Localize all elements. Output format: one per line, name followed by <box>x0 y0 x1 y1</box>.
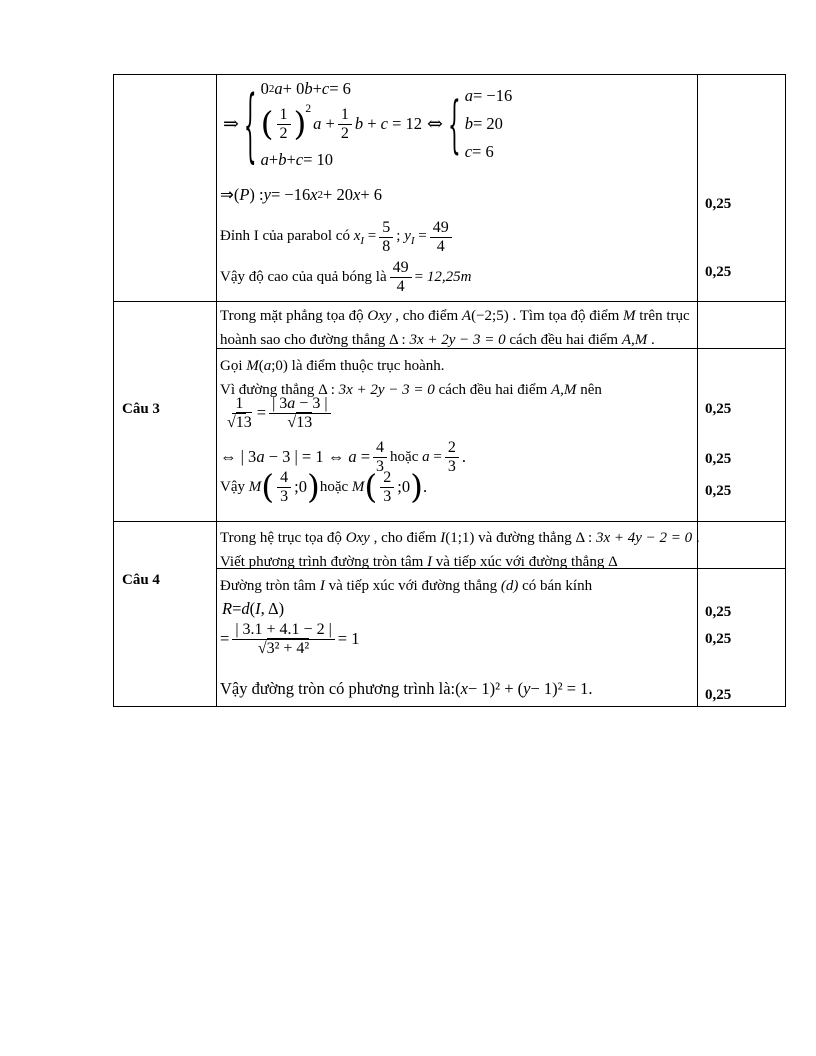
column-divider-points <box>697 75 698 706</box>
solve-part-3: . <box>461 447 466 467</box>
system-2-equation-1: a = −16 <box>464 86 513 106</box>
exponent-two: 2 <box>305 103 312 116</box>
radius-eq-tail: = 1 <box>337 629 360 649</box>
cau3-solution-line-2: Vì đường thẳng Δ : 3x + 2y − 3 = 0 cách đều hai điểm A,M nên <box>220 382 602 398</box>
system-equation-1: 0 2 a + 0 b + c = 6 <box>260 79 351 98</box>
fraction-49-4: $\frac{49}{4}$ <box>430 219 452 256</box>
radius-eq-pre: = <box>220 629 230 649</box>
conclusion-text: Vậy độ cao của quả bóng là <box>220 268 387 285</box>
fraction-49-4-b: $\frac{49}{4}$ <box>390 259 412 296</box>
open-paren: ( <box>261 466 275 506</box>
close-paren: ) <box>293 103 307 143</box>
column-divider-label <box>216 75 217 706</box>
close-paren: ) <box>306 466 320 506</box>
implies-icon: ⇒ <box>223 113 239 136</box>
points-badge: 0,25 <box>705 483 732 499</box>
points-badge: 0,25 <box>705 196 732 212</box>
points-badge: 0,25 <box>705 451 732 467</box>
cau3-conclusion-pre: Vậy M <box>220 478 262 495</box>
cau4-question-line-2: Viết phương trình đường tròn tâm I và tiếp xúc với đường thẳng Δ <box>220 554 618 570</box>
system-2-equation-2: b = 20 <box>464 114 503 134</box>
close-paren-2: ) <box>410 466 424 506</box>
question-label-cau4: Câu 4 <box>122 572 160 588</box>
points-badge: 0,25 <box>705 264 732 280</box>
prev-vertex-line <box>220 219 455 256</box>
fraction-2-3: $\frac{2}{3}$ <box>445 439 459 476</box>
system-2-equation-3: c = 6 <box>464 142 494 162</box>
system-brace-2: { <box>447 87 461 162</box>
conclusion-result: = 12,25m <box>414 268 472 285</box>
cau3-question-line-2: hoành sao cho đường thẳng Δ : 3x + 2y − 3 = 0 cách đều hai điểm A,M . <box>220 332 655 348</box>
system-equations <box>261 79 422 170</box>
vertex-text: Đỉnh I của parabol có $x_I$ = <box>220 227 377 247</box>
fraction-distance: $\frac{| 3.1 + 4.1 - 2 |}{\text{√3² + 4²}}$ <box>232 621 334 658</box>
answer-key-table <box>113 74 786 707</box>
fraction-abs-sqrt13: $\frac{| 3a - 3 |}{√13}$ <box>269 395 330 432</box>
cau3-distance-equation <box>222 395 334 432</box>
vertex-text-mid: ; $y_I$ = <box>396 227 427 247</box>
question-label-cau3: Câu 3 <box>122 401 160 417</box>
solve-part-2: hoặc a = <box>390 448 442 465</box>
system-equation-2 <box>260 103 423 143</box>
points-badge: 0,25 <box>705 687 732 703</box>
row-divider-cau3-cau4 <box>114 521 785 522</box>
prev-system-block <box>220 76 514 173</box>
system-2-equations <box>465 86 513 162</box>
solve-part-1: ⇔ | 3a − 3 | = 1 ⇔ a = <box>220 447 371 467</box>
row-divider-prev-cau3 <box>114 301 785 302</box>
fraction-4-3: $\frac{4}{3}$ <box>373 439 387 476</box>
cau3-conclusion-end: . <box>423 477 428 497</box>
iff-icon: ⇔ <box>427 113 443 136</box>
cau3-conclusion-line <box>220 466 428 506</box>
points-badge: 0,25 <box>705 604 732 620</box>
points-badge: 0,25 <box>705 401 732 417</box>
cau3-conclusion-mid: hoặc M <box>319 478 365 495</box>
cau4-solution-line-1: Đường tròn tâm I và tiếp xúc với đường thẳng (d) có bán kính <box>220 578 593 594</box>
prev-conclusion-line <box>220 259 471 296</box>
prev-parabola-equation-line: ⇒ ( P ) : y = −16 x 2 + 20 x + 6 <box>220 185 382 204</box>
system-brace: { <box>243 76 257 173</box>
cau3-solution-line-1: Gọi M(a;0) là điểm thuộc trục hoành. <box>220 358 445 374</box>
system-equation-2-tail: b + c = 12 <box>354 114 423 134</box>
cau3-conclusion-m2: ;0 <box>397 477 411 497</box>
fraction-one-half-2: $\frac{1}{2}$ <box>338 106 352 143</box>
open-paren-2: ( <box>364 466 378 506</box>
fraction-5-8: $\frac{5}{8}$ <box>379 219 393 256</box>
system-equation-2-mid: a + <box>313 114 335 134</box>
points-badge: 0,25 <box>705 631 732 647</box>
fraction-4-3-b: $\frac{4}{3}$ <box>277 469 291 506</box>
equals-sign: = <box>256 403 267 423</box>
cau4-question-line-1: Trong hệ trục tọa độ Oxy , cho điểm I(1;1) và đường thẳng Δ : 3x + 4y − 2 = 0 . <box>220 530 700 546</box>
system-equation-3: a + b + c = 10 <box>260 149 334 169</box>
fraction-1-sqrt13: $\frac{1}{√13}$ <box>227 395 252 431</box>
cau4-conclusion-line: Vậy đường tròn có phương trình là: ( x − 1 )² + ( y − 1 )² = 1. <box>220 679 593 698</box>
cau4-radius-equation <box>220 621 359 658</box>
open-paren: ( <box>260 103 274 143</box>
cau3-question-line-1: Trong mặt phẳng tọa độ Oxy , cho điểm A(−2;5) . Tìm tọa độ điểm M trên trục <box>220 308 690 324</box>
fraction-2-3-b: $\frac{2}{3}$ <box>380 469 394 506</box>
cau3-conclusion-m1: ;0 <box>294 477 307 497</box>
fraction-one-half: $\frac{1}{2}$ <box>277 106 291 143</box>
cau4-radius-line: R = d ( I , Δ ) <box>222 599 285 618</box>
